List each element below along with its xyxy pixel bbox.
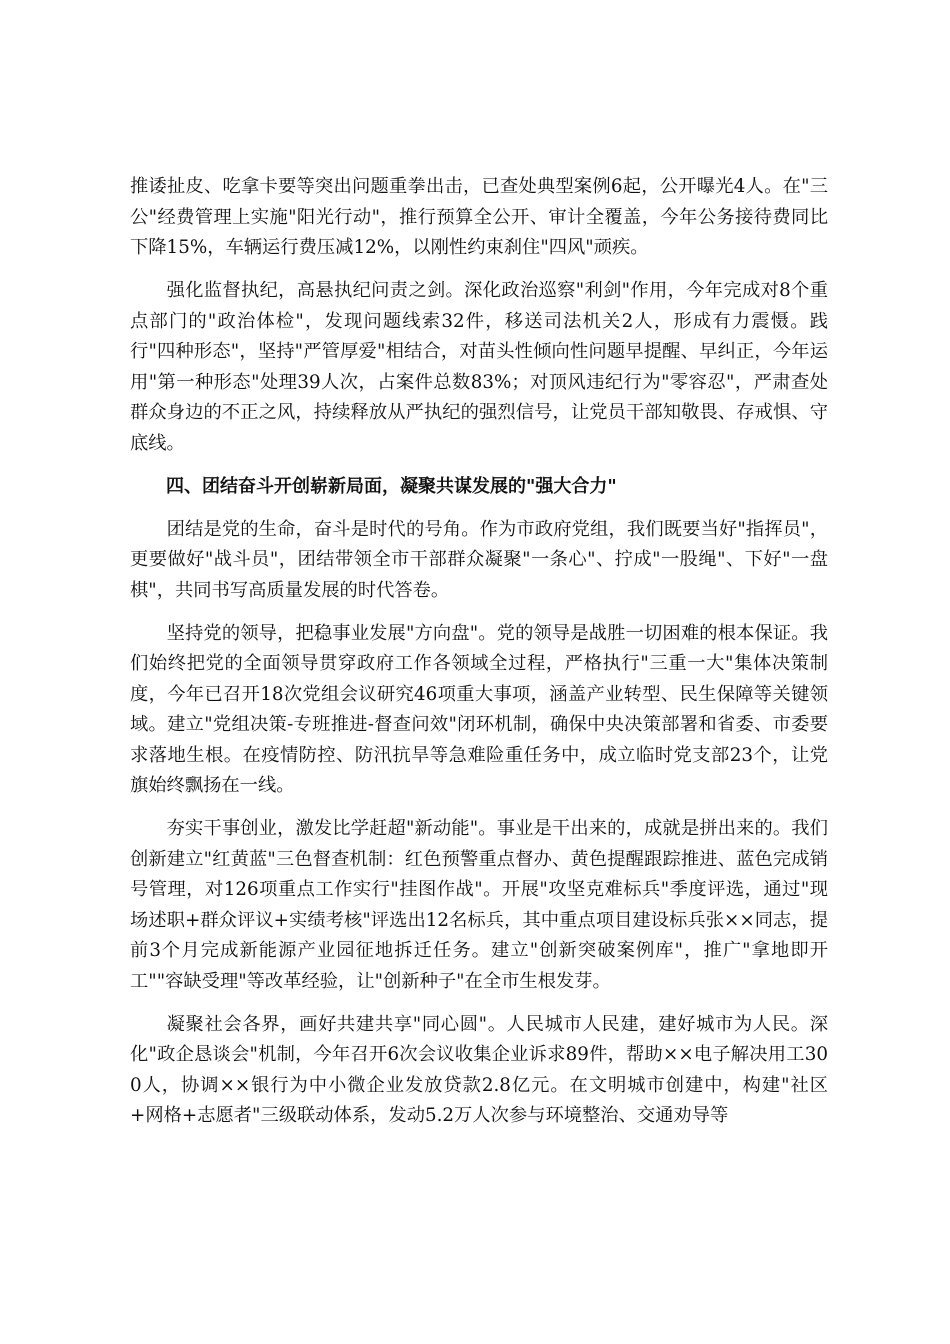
body-paragraph: 凝聚社会各界，画好共建共享"同心圆"。人民城市人民建，建好城市为人民。深化"政企恳谈会"机制，今年召开6次会议收集企业诉求89件，帮助××电子解决用工300人，协调××银行为中小微企业发放贷款2.8亿元。在文明城市创建中，构建"社区+网格+志愿者"三级联动体系，发动5.2万人次参与环境整治、交通劝导等 xyxy=(130,1013,828,1126)
document-page xyxy=(130,172,828,1144)
body-paragraph: 团结是党的生命，奋斗是时代的号角。作为市政府党组，我们既要当好"指挥员"，更要做好"战斗员"，团结带领全市干部群众凝聚"一条心"、拧成"一股绳"、下好"一盘棋"，共同书写高质量发展的时代答卷。 xyxy=(130,518,828,601)
body-paragraph: 推诿扯皮、吃拿卡要等突出问题重拳出击，已查处典型案例6起，公开曝光4人。在"三公"经费管理上实施"阳光行动"，推行预算全公开、审计全覆盖，今年公务接待费同比下降15%，车辆运行费压减12%，以刚性约束刹住"四风"顽疾。 xyxy=(130,176,828,258)
body-paragraph: 强化监督执纪，高悬执纪问责之剑。深化政治巡察"利剑"作用，今年完成对8个重点部门的"政治体检"，发现问题线索32件，移送司法机关2人，形成有力震慑。践行"四种形态"，坚持"严管厚爱"相结合，对苗头性倾向性问题早提醒、早纠正，今年运用"第一种形态"处理39人次，占案件总数83%；对顶风违纪行为"零容忍"，严肃查处群众身边的不正之风，持续释放从严执纪的强烈信号，让党员干部知敬畏、存戒惧、守底线。 xyxy=(130,280,828,454)
body-paragraph: 坚持党的领导，把稳事业发展"方向盘"。党的领导是战胜一切困难的根本保证。我们始终把党的全面领导贯穿政府工作各领域全过程，严格执行"三重一大"集体决策制度，今年已召开18次党组会议研究46项重大事项，涵盖产业转型、民生保障等关键领域。建立"党组决策-专班推进-督查问效"闭环机制，确保中央决策部署和省委、市委要求落地生根。在疫情防控、防汛抗旱等急难险重任务中，成立临时党支部23个，让党旗始终飘扬在一线。 xyxy=(130,622,828,796)
body-paragraph: 夯实干事创业，激发比学赶超"新动能"。事业是干出来的，成就是拼出来的。我们创新建立"红黄蓝"三色督查机制：红色预警重点督办、黄色提醒跟踪推进、蓝色完成销号管理，对126项重点工作实行"挂图作战"。开展"攻坚克难标兵"季度评选，通过"现场述职+群众评议+实绩考核"评选出12名标兵，其中重点项目建设标兵张××同志，提前3个月完成新能源产业园征地拆迁任务。建立"创新突破案例库"，推广"拿地即开工""容缺受理"等改革经验，让"创新种子"在全市生根发芽。 xyxy=(130,818,828,992)
section-heading: 四、团结奋斗开创崭新局面，凝聚共谋发展的"强大合力" xyxy=(166,475,617,497)
